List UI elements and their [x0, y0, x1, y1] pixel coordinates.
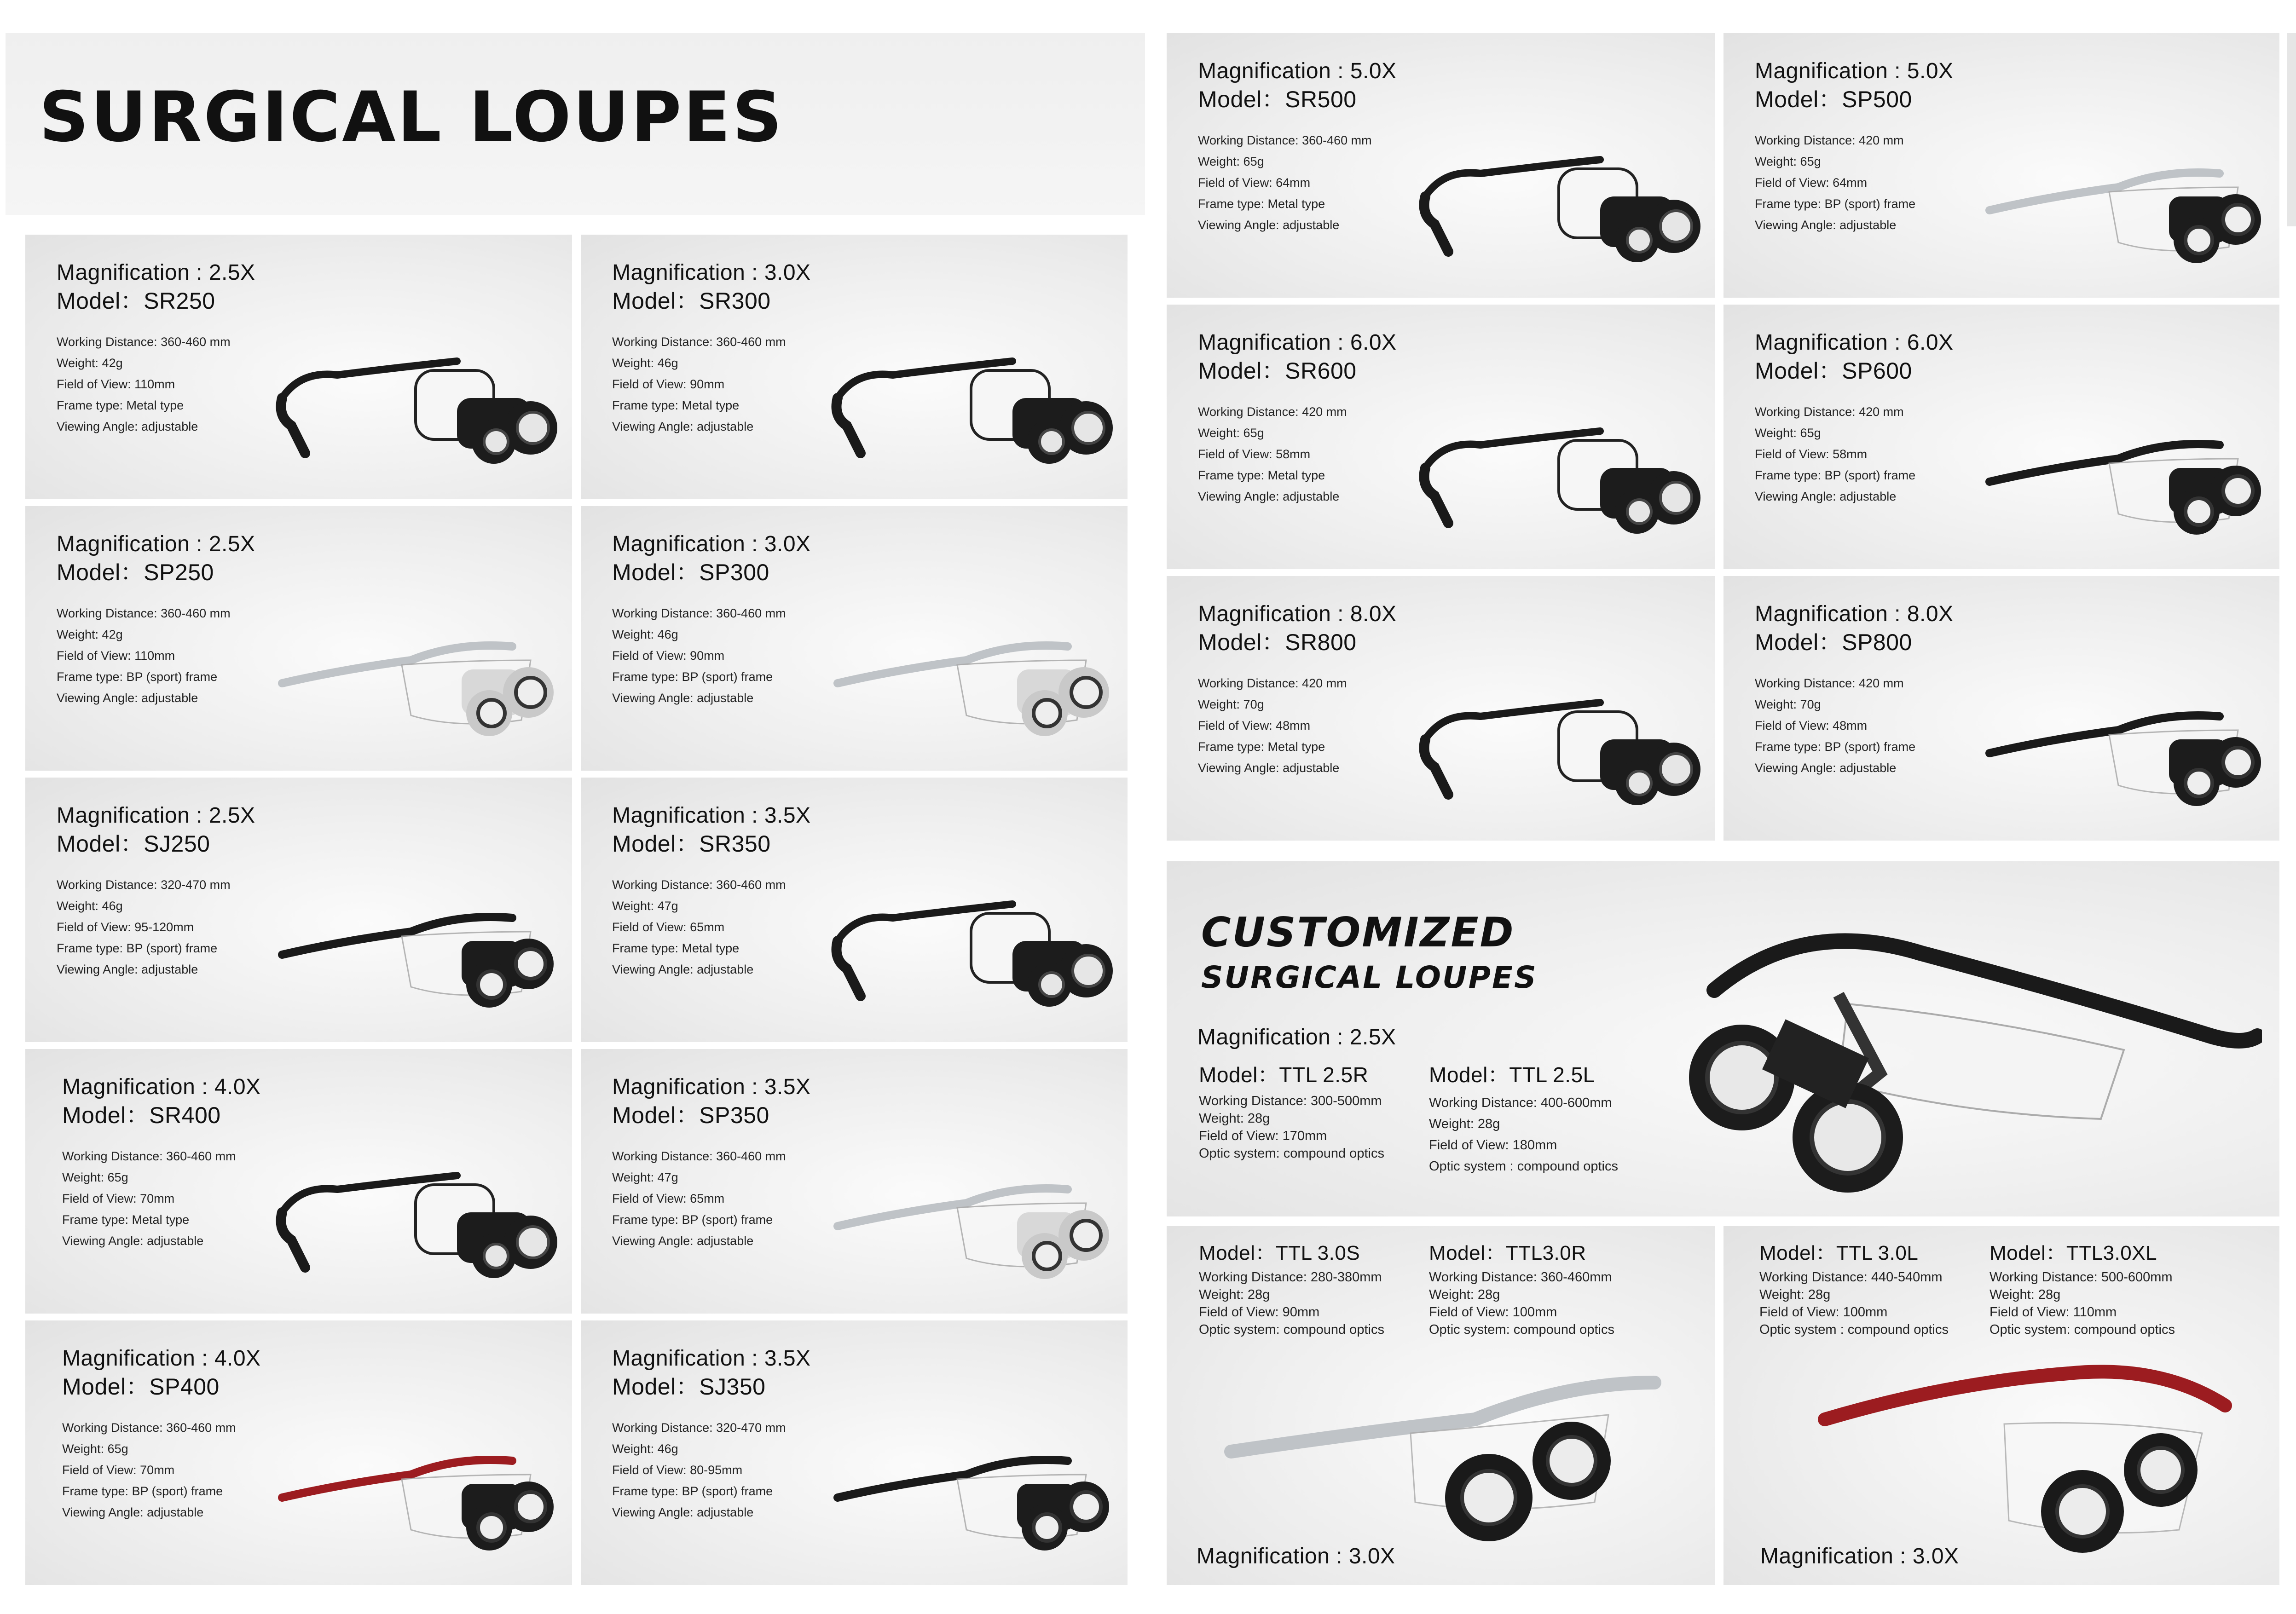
spec-list — [612, 1417, 786, 1523]
loupe-image — [1980, 684, 2266, 824]
spec-line: Weight: 65g — [1755, 426, 1821, 440]
model-ttl30r: Model：TTL3.0R — [1429, 1242, 1586, 1264]
edge-bar — [2287, 33, 2296, 226]
ttl30-left-panel — [1167, 1226, 1715, 1585]
spec-line: Viewing Angle: adjustable — [612, 963, 754, 976]
magnification-label: Magnification : 3.0X — [612, 532, 811, 556]
spec-line: Working Distance: 360-460 mm — [57, 606, 231, 620]
spec-line: Viewing Angle: adjustable — [1755, 218, 1897, 232]
spec-line: Weight: 42g — [57, 628, 123, 641]
specs-ttl30r: Working Distance: 360-460mm Weight: 28g Field of View: 100mm Optic system: compound optics — [1429, 1270, 1614, 1337]
spec-list — [1198, 130, 1372, 236]
spec-list — [1755, 401, 1915, 507]
model-label: Model：SR600 — [1198, 358, 1357, 384]
magnification-label: Magnification : 3.5X — [612, 1346, 811, 1371]
spec-line: Working Distance: 360-460 mm — [62, 1149, 236, 1163]
ttl30-left-magnification: Magnification : 3.0X — [1197, 1544, 1395, 1568]
spec-line: Frame type: BP (sport) frame — [612, 670, 773, 684]
spec-line: Field of View: 70mm — [62, 1463, 175, 1477]
spec-list — [62, 1417, 236, 1523]
spec-line: Weight: 42g — [57, 356, 123, 370]
spec-line: Weight: 46g — [612, 628, 678, 641]
spec-line: Viewing Angle: adjustable — [612, 420, 754, 433]
spec-line: Weight: 46g — [57, 899, 123, 913]
spec-line: Weight: 46g — [612, 356, 678, 370]
page-title: SURGICAL LOUPES — [39, 77, 784, 157]
spec-line: Frame type: BP (sport) frame — [57, 670, 218, 684]
loupe-image — [1416, 141, 1701, 282]
spec-line: Working Distance: 420 mm — [1198, 676, 1347, 690]
loupe-image — [828, 1157, 1114, 1297]
spec-line: Weight: 65g — [62, 1442, 128, 1456]
loupe-image — [273, 343, 558, 483]
spec-line: Field of View: 80-95mm — [612, 1463, 743, 1477]
loupe-image — [828, 1429, 1114, 1569]
spec-line: Frame type: Metal type — [57, 398, 184, 412]
ttl-loupe-image — [1664, 898, 2262, 1197]
magnification-label: Magnification : 8.0X — [1198, 602, 1397, 626]
spec-line: Field of View: 110mm — [57, 377, 175, 391]
model-ttl25l: Model：TTL 2.5L — [1429, 1063, 1595, 1087]
spec-line: Frame type: Metal type — [612, 941, 740, 955]
spec-line: Working Distance: 360-460 mm — [612, 1149, 786, 1163]
spec-list — [612, 603, 786, 709]
spec-line: Frame type: Metal type — [1198, 197, 1325, 211]
model-ttl30xl: Model：TTL3.0XL — [1989, 1242, 2157, 1264]
product-card — [1723, 33, 2279, 298]
loupe-image — [828, 886, 1114, 1026]
spec-list — [612, 1146, 786, 1251]
model-label: Model：SJ350 — [612, 1374, 766, 1400]
spec-line: Weight: 65g — [1755, 155, 1821, 168]
spec-line: Working Distance: 420 mm — [1755, 133, 1904, 147]
spec-line: Field of View: 90mm — [612, 649, 725, 663]
spec-line: Frame type: BP (sport) frame — [62, 1484, 223, 1498]
spec-line: Viewing Angle: adjustable — [1755, 761, 1897, 775]
spec-line: Frame type: BP (sport) frame — [1755, 740, 1916, 754]
product-card — [581, 235, 1128, 499]
magnification-label: Magnification : 5.0X — [1755, 59, 1954, 83]
magnification-label: Magnification : 2.5X — [57, 532, 255, 556]
spec-list — [1198, 401, 1347, 507]
spec-line: Field of View: 90mm — [612, 377, 725, 391]
product-card — [1723, 305, 2279, 569]
spec-line: Field of View: 58mm — [1755, 447, 1868, 461]
specs-ttl30s: Working Distance: 280-380mm Weight: 28g Field of View: 90mm Optic system: compound optics — [1199, 1270, 1384, 1337]
product-card — [25, 506, 572, 771]
spec-line: Field of View: 64mm — [1198, 176, 1311, 190]
magnification-label: Magnification : 3.0X — [612, 260, 811, 285]
model-label: Model：SP300 — [612, 559, 769, 585]
spec-line: Viewing Angle: adjustable — [1198, 218, 1340, 232]
model-label: Model：SR350 — [612, 831, 771, 857]
spec-line: Weight: 65g — [1198, 426, 1264, 440]
model-ttl30s: Model：TTL 3.0S — [1199, 1242, 1360, 1264]
ttl30-silver-loupe — [1217, 1364, 1677, 1557]
spec-list — [1198, 673, 1347, 778]
model-label: Model：SP600 — [1755, 358, 1912, 384]
spec-line: Weight: 70g — [1755, 697, 1821, 711]
spec-line: Working Distance: 360-460 mm — [1198, 133, 1372, 147]
spec-line: Weight: 70g — [1198, 697, 1264, 711]
spec-line: Frame type: Metal type — [612, 398, 740, 412]
loupe-image — [828, 614, 1114, 755]
product-card — [581, 778, 1128, 1042]
spec-line: Field of View: 70mm — [62, 1192, 175, 1205]
magnification-label: Magnification : 3.5X — [612, 1075, 811, 1099]
model-label: Model：SP800 — [1755, 629, 1912, 655]
spec-list — [612, 874, 786, 980]
ttl30-right-magnification: Magnification : 3.0X — [1760, 1544, 1959, 1568]
spec-list — [62, 1146, 236, 1251]
product-card — [25, 778, 572, 1042]
spec-line: Weight: 47g — [612, 1170, 678, 1184]
loupe-image — [1980, 413, 2266, 553]
model-label: Model：SP350 — [612, 1102, 769, 1128]
loupe-image — [1980, 141, 2266, 282]
spec-line: Weight: 65g — [62, 1170, 128, 1184]
spec-line: Working Distance: 360-460 mm — [612, 878, 786, 892]
loupe-image — [273, 614, 558, 755]
spec-line: Working Distance: 360-460 mm — [57, 335, 231, 349]
model-label: Model：SR300 — [612, 288, 771, 314]
magnification-label: Magnification : 6.0X — [1755, 330, 1954, 355]
spec-line: Viewing Angle: adjustable — [62, 1234, 204, 1248]
magnification-label: Magnification : 2.5X — [57, 260, 255, 285]
model-label: Model：SR500 — [1198, 86, 1357, 112]
spec-line: Working Distance: 360-460 mm — [612, 606, 786, 620]
magnification-label: Magnification : 5.0X — [1198, 59, 1397, 83]
magnification-label: Magnification : 4.0X — [62, 1075, 261, 1099]
spec-line: Weight: 47g — [612, 899, 678, 913]
spec-line: Frame type: BP (sport) frame — [612, 1213, 773, 1227]
spec-line: Viewing Angle: adjustable — [1755, 490, 1897, 503]
spec-line: Working Distance: 420 mm — [1198, 405, 1347, 419]
model-label: Model：SP500 — [1755, 86, 1912, 112]
spec-line: Working Distance: 420 mm — [1755, 676, 1904, 690]
product-card — [1167, 33, 1715, 298]
spec-line: Working Distance: 320-470 mm — [57, 878, 231, 892]
product-card — [581, 506, 1128, 771]
product-card — [1167, 305, 1715, 569]
model-label: Model：SR800 — [1198, 629, 1357, 655]
ttl30-red-loupe — [1811, 1355, 2271, 1567]
customized-magnification: Magnification : 2.5X — [1197, 1025, 1396, 1049]
model-label: Model：SR250 — [57, 288, 215, 314]
spec-line: Working Distance: 320-470 mm — [612, 1421, 786, 1435]
spec-line: Field of View: 65mm — [612, 1192, 725, 1205]
spec-line: Viewing Angle: adjustable — [62, 1505, 204, 1519]
spec-line: Frame type: BP (sport) frame — [57, 941, 218, 955]
magnification-label: Magnification : 4.0X — [62, 1346, 261, 1371]
specs-ttl25l: Working Distance: 400-600mm Weight: 28g Field of View: 180mm Optic system : compound optics — [1429, 1095, 1618, 1174]
spec-line: Viewing Angle: adjustable — [612, 691, 754, 705]
spec-line: Frame type: Metal type — [1198, 468, 1325, 482]
loupe-image — [1416, 413, 1701, 553]
customized-subtitle: SURGICAL LOUPES — [1201, 960, 1538, 995]
loupe-image — [273, 1157, 558, 1297]
product-card — [1167, 576, 1715, 841]
spec-line: Viewing Angle: adjustable — [1198, 490, 1340, 503]
spec-list — [57, 874, 231, 980]
model-label: Model：SJ250 — [57, 831, 210, 857]
spec-line: Weight: 46g — [612, 1442, 678, 1456]
specs-ttl25r: Working Distance: 300-500mm Weight: 28g Field of View: 170mm Optic system: compound optics — [1199, 1094, 1384, 1161]
spec-list — [1755, 673, 1915, 778]
spec-line: Viewing Angle: adjustable — [57, 691, 198, 705]
model-ttl25r: Model：TTL 2.5R — [1199, 1063, 1369, 1087]
spec-line: Field of View: 48mm — [1198, 719, 1311, 732]
spec-line: Working Distance: 420 mm — [1755, 405, 1904, 419]
spec-line: Field of View: 95-120mm — [57, 920, 194, 934]
spec-line: Viewing Angle: adjustable — [612, 1234, 754, 1248]
loupe-image — [273, 1429, 558, 1569]
loupe-image — [1416, 684, 1701, 824]
spec-line: Field of View: 65mm — [612, 920, 725, 934]
product-card — [581, 1320, 1128, 1585]
spec-line: Frame type: Metal type — [1198, 740, 1325, 754]
spec-line: Viewing Angle: adjustable — [57, 420, 198, 433]
specs-ttl30l: Working Distance: 440-540mm Weight: 28g Field of View: 100mm Optic system : compound optics — [1759, 1270, 1949, 1337]
spec-list — [57, 331, 231, 437]
specs-ttl30xl: Working Distance: 500-600mm Weight: 28g Field of View: 110mm Optic system: compound optics — [1989, 1270, 2175, 1337]
product-card — [581, 1049, 1128, 1314]
spec-line: Weight: 65g — [1198, 155, 1264, 168]
model-label: Model：SP400 — [62, 1374, 220, 1400]
product-card — [25, 1049, 572, 1314]
model-label: Model：SP250 — [57, 559, 214, 585]
spec-line: Frame type: BP (sport) frame — [1755, 468, 1916, 482]
ttl30-right-panel — [1723, 1226, 2279, 1585]
spec-line: Frame type: Metal type — [62, 1213, 190, 1227]
spec-list — [612, 331, 786, 437]
magnification-label: Magnification : 8.0X — [1755, 602, 1954, 626]
product-card — [1723, 576, 2279, 841]
spec-line: Frame type: BP (sport) frame — [1755, 197, 1916, 211]
spec-line: Viewing Angle: adjustable — [1198, 761, 1340, 775]
spec-line: Field of View: 110mm — [57, 649, 175, 663]
magnification-label: Magnification : 6.0X — [1198, 330, 1397, 355]
spec-line: Working Distance: 360-460 mm — [612, 335, 786, 349]
spec-line: Viewing Angle: adjustable — [612, 1505, 754, 1519]
model-ttl30l: Model：TTL 3.0L — [1759, 1242, 1919, 1264]
magnification-label: Magnification : 2.5X — [57, 803, 255, 828]
spec-list — [57, 603, 231, 709]
customized-panel — [1167, 861, 2279, 1216]
spec-line: Frame type: BP (sport) frame — [612, 1484, 773, 1498]
loupe-image — [828, 343, 1114, 483]
spec-line: Viewing Angle: adjustable — [57, 963, 198, 976]
spec-line: Field of View: 48mm — [1755, 719, 1868, 732]
spec-list — [1755, 130, 1915, 236]
spec-line: Working Distance: 360-460 mm — [62, 1421, 236, 1435]
customized-title: CUSTOMIZED — [1201, 909, 1515, 956]
product-card — [25, 1320, 572, 1585]
product-card — [25, 235, 572, 499]
magnification-label: Magnification : 3.5X — [612, 803, 811, 828]
spec-line: Field of View: 64mm — [1755, 176, 1868, 190]
model-label: Model：SR400 — [62, 1102, 221, 1128]
loupe-image — [273, 886, 558, 1026]
spec-line: Field of View: 58mm — [1198, 447, 1311, 461]
